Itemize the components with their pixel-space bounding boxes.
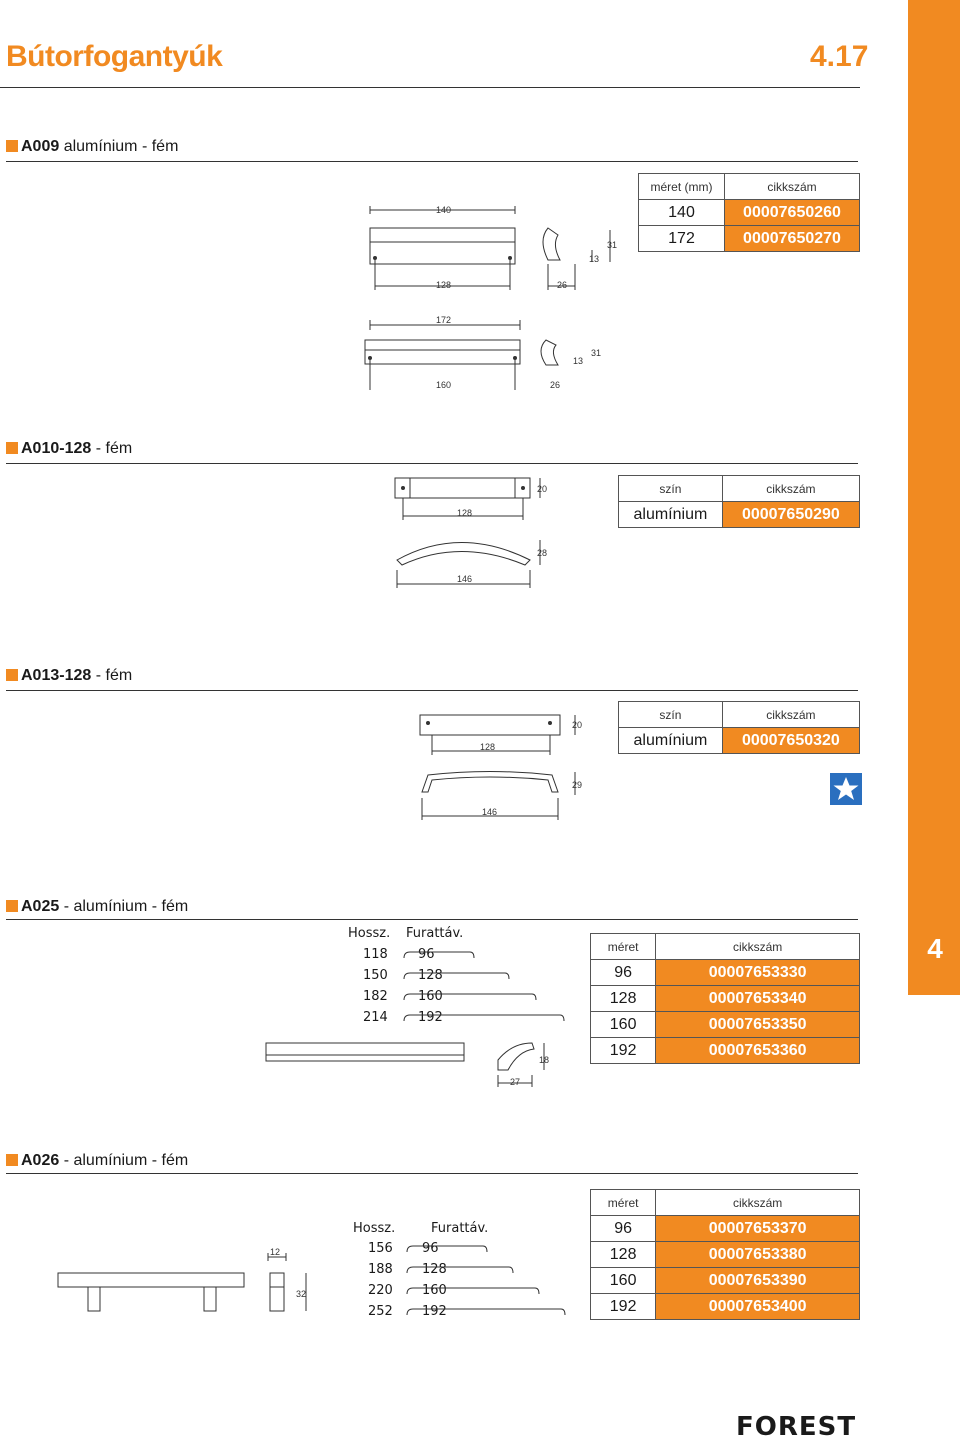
table-row	[591, 1216, 860, 1242]
bullet-square	[6, 669, 18, 681]
dim-depth: 26	[557, 280, 568, 290]
hole-value: 160	[422, 1283, 447, 1298]
col-header: cikkszám	[722, 476, 859, 502]
title-rule	[0, 87, 860, 88]
section-heading-a013	[6, 667, 132, 685]
dim-height-outer: 31	[607, 240, 618, 250]
dim-length: 146	[482, 807, 498, 817]
bullet-square	[6, 442, 18, 454]
chapter-number: 4	[927, 933, 943, 964]
hole-value: 128	[418, 968, 443, 983]
hole-value: 192	[422, 1304, 447, 1319]
bullet-square	[6, 1154, 18, 1166]
page-number: 4.17	[810, 40, 869, 73]
dim-height-inner: 13	[589, 254, 600, 264]
article-code: 00007653390	[656, 1268, 860, 1294]
color-cell: alumínium	[619, 502, 723, 528]
product-material: - fém	[91, 667, 133, 684]
article-code: 00007653380	[656, 1242, 860, 1268]
section-rule	[6, 463, 858, 464]
bullet-square	[6, 900, 18, 912]
col-header: szín	[619, 476, 723, 502]
section-heading-a009	[6, 138, 178, 156]
hole-value: 128	[422, 1262, 447, 1277]
dim-hole-spacing: 160	[436, 380, 452, 390]
article-code: 00007653330	[656, 960, 860, 986]
brand-logo: FOREST	[736, 1412, 857, 1442]
length-value: 182	[363, 989, 388, 1004]
product-material: alumínium - fém	[59, 138, 179, 155]
section-rule	[6, 919, 858, 920]
col-header: méret	[591, 934, 656, 960]
star-icon	[830, 773, 862, 805]
a026-drawing	[50, 1245, 315, 1320]
table-row	[591, 1242, 860, 1268]
featured-badge	[830, 773, 862, 805]
dim-height: 20	[537, 484, 548, 494]
dim-depth: 27	[510, 1077, 521, 1087]
a025-table	[590, 933, 860, 1064]
chapter-tab	[908, 0, 960, 995]
hole-header: Furattáv.	[406, 926, 464, 941]
length-value: 150	[363, 968, 388, 983]
article-code: 00007653340	[656, 986, 860, 1012]
dim-width: 12	[270, 1247, 281, 1257]
size-cell: 172	[639, 226, 725, 252]
section-rule	[6, 690, 858, 691]
dim-hole-spacing: 128	[457, 508, 473, 518]
article-code: 00007650290	[722, 502, 859, 528]
table-row	[591, 1012, 860, 1038]
product-code: A025	[21, 898, 60, 915]
size-cell: 96	[591, 960, 656, 986]
spacing-brackets	[403, 1235, 573, 1330]
article-code: 00007653400	[656, 1294, 860, 1320]
a009-table	[638, 173, 860, 252]
length-value: 220	[368, 1283, 393, 1298]
size-cell: 128	[591, 986, 656, 1012]
dim-hole-spacing: 128	[436, 280, 452, 290]
product-material: - alumínium - fém	[59, 898, 189, 915]
dim-height: 20	[572, 720, 583, 730]
size-cell: 128	[591, 1242, 656, 1268]
table-row	[591, 1294, 860, 1320]
a013-drawing	[410, 700, 595, 825]
length-value: 214	[363, 1010, 388, 1025]
col-header: cikkszám	[656, 934, 860, 960]
section-rule	[6, 1173, 858, 1174]
hole-header: Furattáv.	[431, 1221, 489, 1236]
a026-table	[590, 1189, 860, 1320]
size-cell: 140	[639, 200, 725, 226]
length-value: 118	[363, 947, 388, 962]
bullet-square	[6, 140, 18, 152]
length-header: Hossz.	[348, 926, 391, 941]
product-code: A009	[21, 138, 60, 155]
article-code: 00007653350	[656, 1012, 860, 1038]
dim-depth: 26	[550, 380, 561, 390]
dim-length: 140	[436, 205, 452, 215]
table-row	[639, 200, 860, 226]
dim-height-outer: 31	[591, 348, 602, 358]
article-code: 00007650260	[725, 200, 860, 226]
hole-value: 96	[418, 947, 435, 962]
section-heading-a026	[6, 1152, 188, 1170]
table-row	[591, 986, 860, 1012]
page-title: Bútorfogantyúk	[6, 40, 223, 73]
product-code: A013-128	[21, 667, 92, 684]
product-code: A026	[21, 1152, 60, 1169]
size-cell: 160	[591, 1012, 656, 1038]
color-cell: alumínium	[619, 728, 723, 754]
section-rule	[6, 161, 858, 162]
hole-value: 192	[418, 1010, 443, 1025]
col-header: méret	[591, 1190, 656, 1216]
col-header: szín	[619, 702, 723, 728]
section-heading-a025	[6, 898, 188, 916]
dim-length: 172	[436, 315, 452, 325]
a010-drawing	[385, 470, 570, 590]
dim-length: 146	[457, 574, 473, 584]
hole-value: 96	[422, 1241, 439, 1256]
article-code: 00007650320	[722, 728, 859, 754]
dim-height-inner: 13	[573, 356, 584, 366]
table-row	[591, 1268, 860, 1294]
table-row	[619, 728, 860, 754]
size-cell: 96	[591, 1216, 656, 1242]
a025-drawing	[262, 1035, 552, 1090]
spacing-brackets	[400, 942, 570, 1032]
section-heading-a010	[6, 440, 132, 458]
product-material: - fém	[91, 440, 133, 457]
a010-table	[618, 475, 860, 528]
dim-hole-spacing: 128	[480, 742, 496, 752]
length-value: 188	[368, 1262, 393, 1277]
hole-value: 160	[418, 989, 443, 1004]
a013-table	[618, 701, 860, 754]
dim-height: 18	[539, 1055, 550, 1065]
col-header: méret (mm)	[639, 174, 725, 200]
table-row	[619, 502, 860, 528]
a009-drawing	[360, 200, 620, 390]
article-code: 00007653360	[656, 1038, 860, 1064]
product-code: A010-128	[21, 440, 92, 457]
col-header: cikkszám	[656, 1190, 860, 1216]
length-value: 156	[368, 1241, 393, 1256]
table-row	[639, 226, 860, 252]
product-material: - alumínium - fém	[59, 1152, 189, 1169]
col-header: cikkszám	[725, 174, 860, 200]
a025-spacing-list	[340, 926, 570, 1026]
size-cell: 160	[591, 1268, 656, 1294]
article-code: 00007653370	[656, 1216, 860, 1242]
size-cell: 192	[591, 1294, 656, 1320]
table-row	[591, 960, 860, 986]
size-cell: 192	[591, 1038, 656, 1064]
dim-depth: 29	[572, 780, 583, 790]
length-value: 252	[368, 1304, 393, 1319]
dim-height: 32	[296, 1289, 307, 1299]
article-code: 00007650270	[725, 226, 860, 252]
col-header: cikkszám	[722, 702, 859, 728]
table-row	[591, 1038, 860, 1064]
a026-spacing-list	[345, 1219, 575, 1319]
dim-depth: 28	[537, 548, 548, 558]
length-header: Hossz.	[353, 1221, 396, 1236]
